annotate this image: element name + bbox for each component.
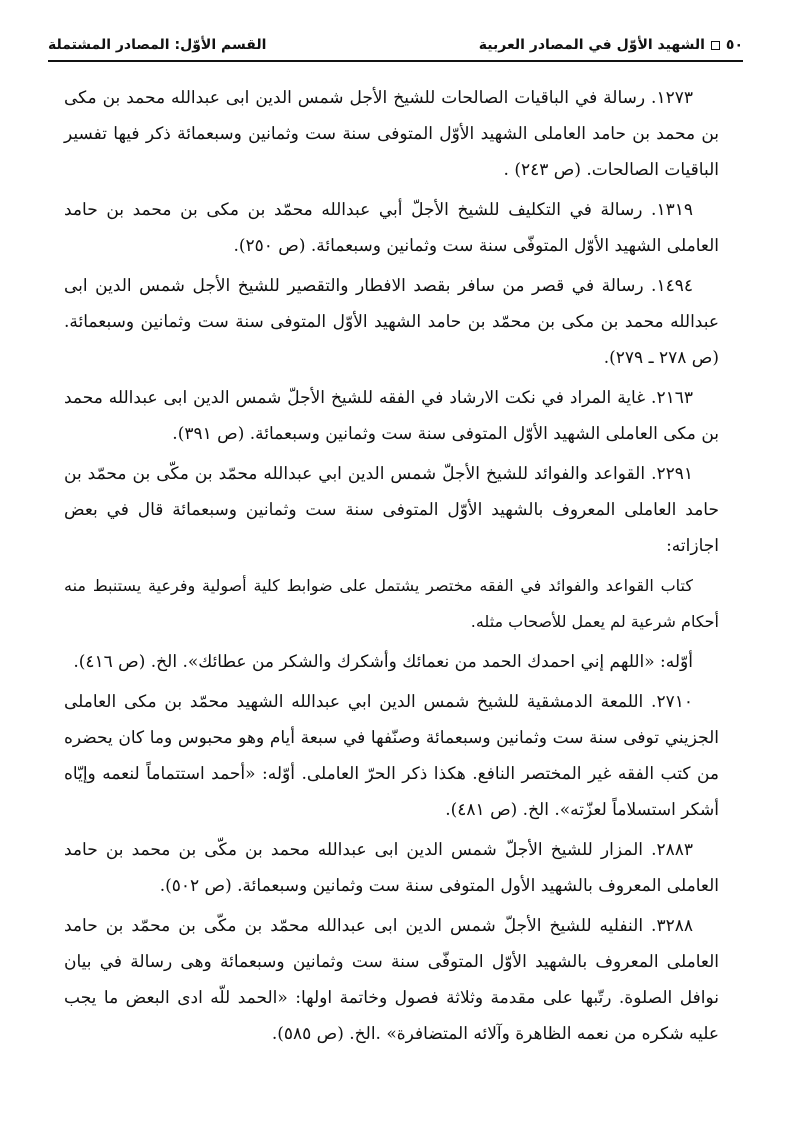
- book-section-title: الشهيد الأوّل في المصادر العربية: [478, 37, 705, 53]
- running-header: [48, 30, 743, 62]
- main-content: [64, 80, 719, 1056]
- entry-2883: ٢٨٨٣. المزار للشيخ الأجلّ شمس الدين ابى عبدالله محمد بن مكّى بن محمد بن حامد العاملى المعروف بالشهيد الأول المتوفى سنة ست وثمانين وسبعمائة. (ص ٥٠٢).: [64, 840, 719, 896]
- part-title: القسم الأوّل: المصادر المشتملة: [48, 37, 267, 53]
- entry-1494: ١٤٩٤. رسالة في قصر من سافر بقصد الافطار والتقصير للشيخ الأجل شمس الدين ابى عبدالله محمد بن مكى بن محمّد بن حامد الشهيد الأوّل المتوفى سنة ست وثمانين وسبعمائة. (ص ٢٧٨ ـ ٢٧٩).: [64, 276, 719, 368]
- page-number: ٥٠: [725, 37, 743, 53]
- entry-2291: ٢٢٩١. القواعد والفوائد للشيخ الأجلّ شمس الدين ابي عبدالله محمّد بن مكّى بن محمّد بن حامد العاملى المعروف بالشهيد الأوّل المتوفى سنة ست وثمانين وسبعمائة قال في بعض اجازاته:: [64, 464, 719, 556]
- header-book-section-group: [479, 37, 743, 53]
- entry-2291-quote: كتاب القواعد والفوائد في الفقه مختصر يشتمل على ضوابط كلية أصولية وفرعية يستنبط منه أحكام شرعية لم يعمل للأصحاب مثله.: [64, 576, 719, 631]
- entry-2291-beginning: أوّله: «اللهم إني احمدك الحمد من نعمائك وأشكرك والشكر من عطائك». الخ. (ص ٤١٦).: [73, 652, 693, 672]
- entry-2163: ٢١٦٣. غاية المراد في نكت الارشاد في الفقه للشيخ الأجلّ شمس الدين ابى عبدالله محمد بن مكى العاملى الشهيد الأوّل المتوفى سنة ست وثمانين وسبعمائة. (ص ٣٩١).: [64, 388, 719, 444]
- square-icon: [711, 41, 720, 50]
- entry-2710: ٢٧١٠. اللمعة الدمشقية للشيخ شمس الدين ابي عبدالله الشهيد محمّد بن مكى العاملى الجزيني توفى سنة ست وثمانين وسبعمائة وصنّفها في سبعة أيام وهو محبوس وما كان يحضره من كتب الفقه غير المختصر النافع. هكذا ذكر الحرّ العاملى. أوّله: «أحمد استتماماً لنعمه وإيّاه أشكر استسلاماً لعزّته». الخ. (ص ٤٨١).: [64, 692, 719, 820]
- entry-3288: ٣٢٨٨. النفليه للشيخ الأجلّ شمس الدين ابى عبدالله محمّد بن مكّى بن محمّد بن حامد العاملى المعروف بالشهيد الأوّل المتوفّى سنة ست وثمانين وسبعمائة وهى رسالة في بيان نوافل الصلوة. رتّبها على مقدمة وثلاثة فصول وخاتمة اولها: «الحمد للّه ادى البعض ما يجب عليه شكره من نعمه الظاهرة وآلائه المتضافرة» .الخ. (ص ٥٨٥).: [64, 916, 719, 1044]
- entry-1273: ١٢٧٣. رسالة في الباقيات الصالحات للشيخ الأجل شمس الدين ابى عبدالله محمد بن مكى بن محمد بن حامد العاملى الشهيد الأوّل المتوفى سنة ست وثمانين وسبعمائة ذكر فيها تفسير الباقيات الصالحات. (ص ٢٤٣) .: [64, 88, 719, 180]
- entry-1319: ١٣١٩. رسالة في التكليف للشيخ الأجلّ أبي عبدالله محمّد بن مكى بن محمد بن حامد العاملى الشهيد الأوّل المتوفّى سنة ست وثمانين وسبعمائة. (ص ٢٥٠).: [64, 200, 719, 256]
